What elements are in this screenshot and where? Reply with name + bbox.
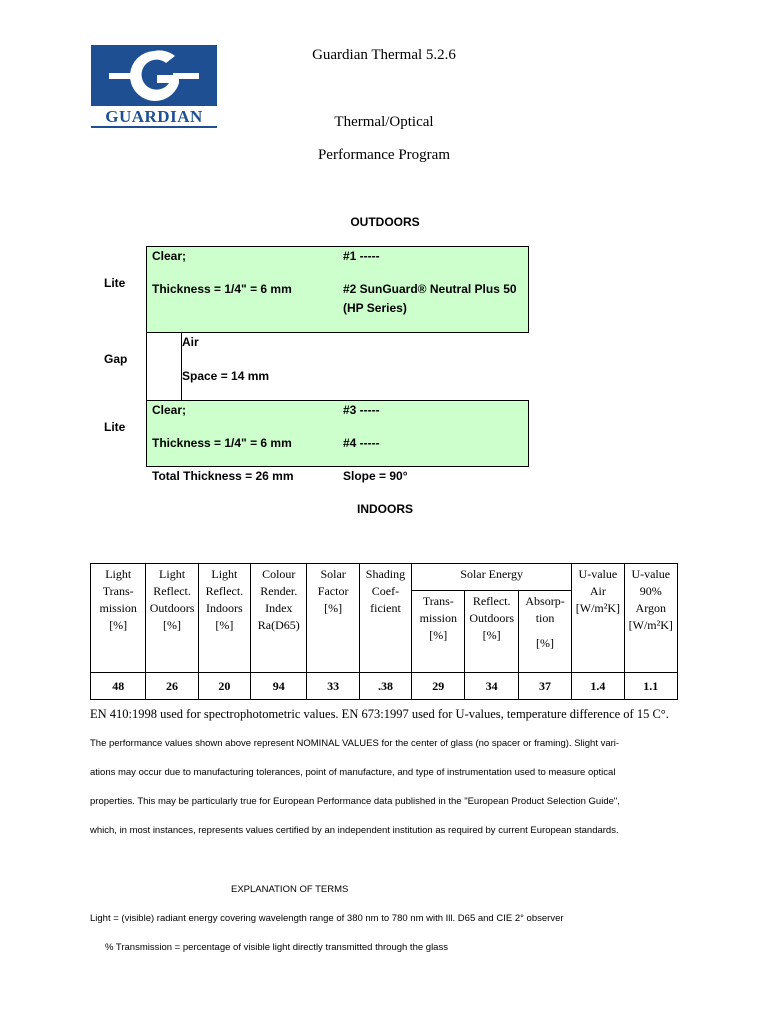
logo-underline xyxy=(91,126,217,128)
performance-table xyxy=(90,563,678,700)
lite-2-label: Lite xyxy=(104,420,126,434)
lite-2-thickness: Thickness = 1/4" = 6 mm xyxy=(152,436,292,450)
outdoors-label: OUTDOORS xyxy=(350,215,420,229)
gap-label: Gap xyxy=(104,352,128,366)
surface-3: #3 ----- xyxy=(343,403,380,417)
g-knight-icon xyxy=(91,45,217,106)
surface-2: #2 SunGuard® Neutral Plus 50 xyxy=(343,282,517,296)
surface-2-series: (HP Series) xyxy=(343,301,407,315)
gap-fill: Air xyxy=(182,335,199,349)
gap-space-value: Space = 14 mm xyxy=(182,369,270,383)
gap-space xyxy=(146,332,182,401)
col-shading-coefficient: Shading Coef- ficient xyxy=(359,564,411,673)
value-shading-coefficient: .38 xyxy=(359,673,411,700)
note-line-1: The performance values shown above represent NOMINAL VALUES for the center of glass (no spacer or framing). Slight vari- xyxy=(90,738,620,749)
col-solar-reflect-outdoors: Reflect. Outdoors [%] xyxy=(465,591,518,673)
col-solar-factor: Solar Factor [%] xyxy=(307,564,359,673)
program-name: Guardian Thermal 5.2.6 xyxy=(312,47,456,63)
slope: Slope = 90° xyxy=(343,469,408,483)
logo-emblem xyxy=(91,45,217,106)
value-light-reflect-outdoors: 26 xyxy=(146,673,198,700)
lite-1-glass xyxy=(146,246,529,333)
note-line-2: ations may occur due to manufacturing tolerances, point of manufacture, and type of instrumentation used to measure optical xyxy=(90,767,616,778)
table-row xyxy=(91,673,678,700)
lite-1-label: Lite xyxy=(104,276,126,290)
light-definition: Light = (visible) radiant energy covering wavelength range of 380 nm to 780 nm with Ill. D65 and CIE 2° observer xyxy=(90,913,564,924)
lite-2-glass xyxy=(146,400,529,467)
guardian-logo xyxy=(91,45,217,128)
note-line-4: which, in most instances, represents values certified by an independent institution as required by current European standards. xyxy=(90,825,619,836)
col-solar-transmission: Trans- mission [%] xyxy=(412,591,465,673)
lite-1-thickness: Thickness = 1/4" = 6 mm xyxy=(152,282,292,296)
table-header-row xyxy=(91,564,678,591)
col-u-value-air: U-value Air [W/m²K] xyxy=(572,564,624,673)
col-u-value-argon: U-value 90% Argon [W/m²K] xyxy=(624,564,677,673)
value-light-reflect-indoors: 20 xyxy=(198,673,250,700)
value-u-value-air: 1.4 xyxy=(572,673,624,700)
total-thickness: Total Thickness = 26 mm xyxy=(152,469,294,483)
explanation-title: EXPLANATION OF TERMS xyxy=(231,884,349,895)
col-colour-render-index: Colour Render. Index Ra(D65) xyxy=(251,564,307,673)
col-light-transmission: Light Trans- mission [%] xyxy=(91,564,146,673)
title-line-1: Thermal/Optical xyxy=(334,114,434,130)
indoors-label: INDOORS xyxy=(356,502,413,516)
value-solar-factor: 33 xyxy=(307,673,359,700)
value-solar-absorption: 37 xyxy=(518,673,571,700)
transmission-definition: % Transmission = percentage of visible light directly transmitted through the glass xyxy=(105,942,448,953)
col-light-reflect-indoors: Light Reflect. Indoors [%] xyxy=(198,564,250,673)
lite-1-glass-type: Clear; xyxy=(152,249,187,263)
title-line-2: Performance Program xyxy=(317,147,451,163)
col-solar-absorption: Absorp- tion [%] xyxy=(518,591,571,673)
lite-2-glass-type: Clear; xyxy=(152,403,187,417)
value-u-value-argon: 1.1 xyxy=(624,673,677,700)
standards-note: EN 410:1998 used for spectrophotometric values. EN 673:1997 used for U-values, temperature difference of 15 C°. xyxy=(90,707,669,721)
surface-4: #4 ----- xyxy=(343,436,380,450)
value-solar-transmission: 29 xyxy=(412,673,465,700)
col-solar-energy: Solar Energy xyxy=(412,564,572,591)
surface-1: #1 ----- xyxy=(343,249,380,263)
value-colour-render-index: 94 xyxy=(251,673,307,700)
value-solar-reflect-outdoors: 34 xyxy=(465,673,518,700)
note-line-3: properties. This may be particularly true for European Performance data published in the "European Product Selection Guide", xyxy=(90,796,620,807)
value-light-transmission: 48 xyxy=(91,673,146,700)
col-light-reflect-outdoors: Light Reflect. Outdoors [%] xyxy=(146,564,198,673)
logo-brand-text: GUARDIAN xyxy=(105,107,203,126)
